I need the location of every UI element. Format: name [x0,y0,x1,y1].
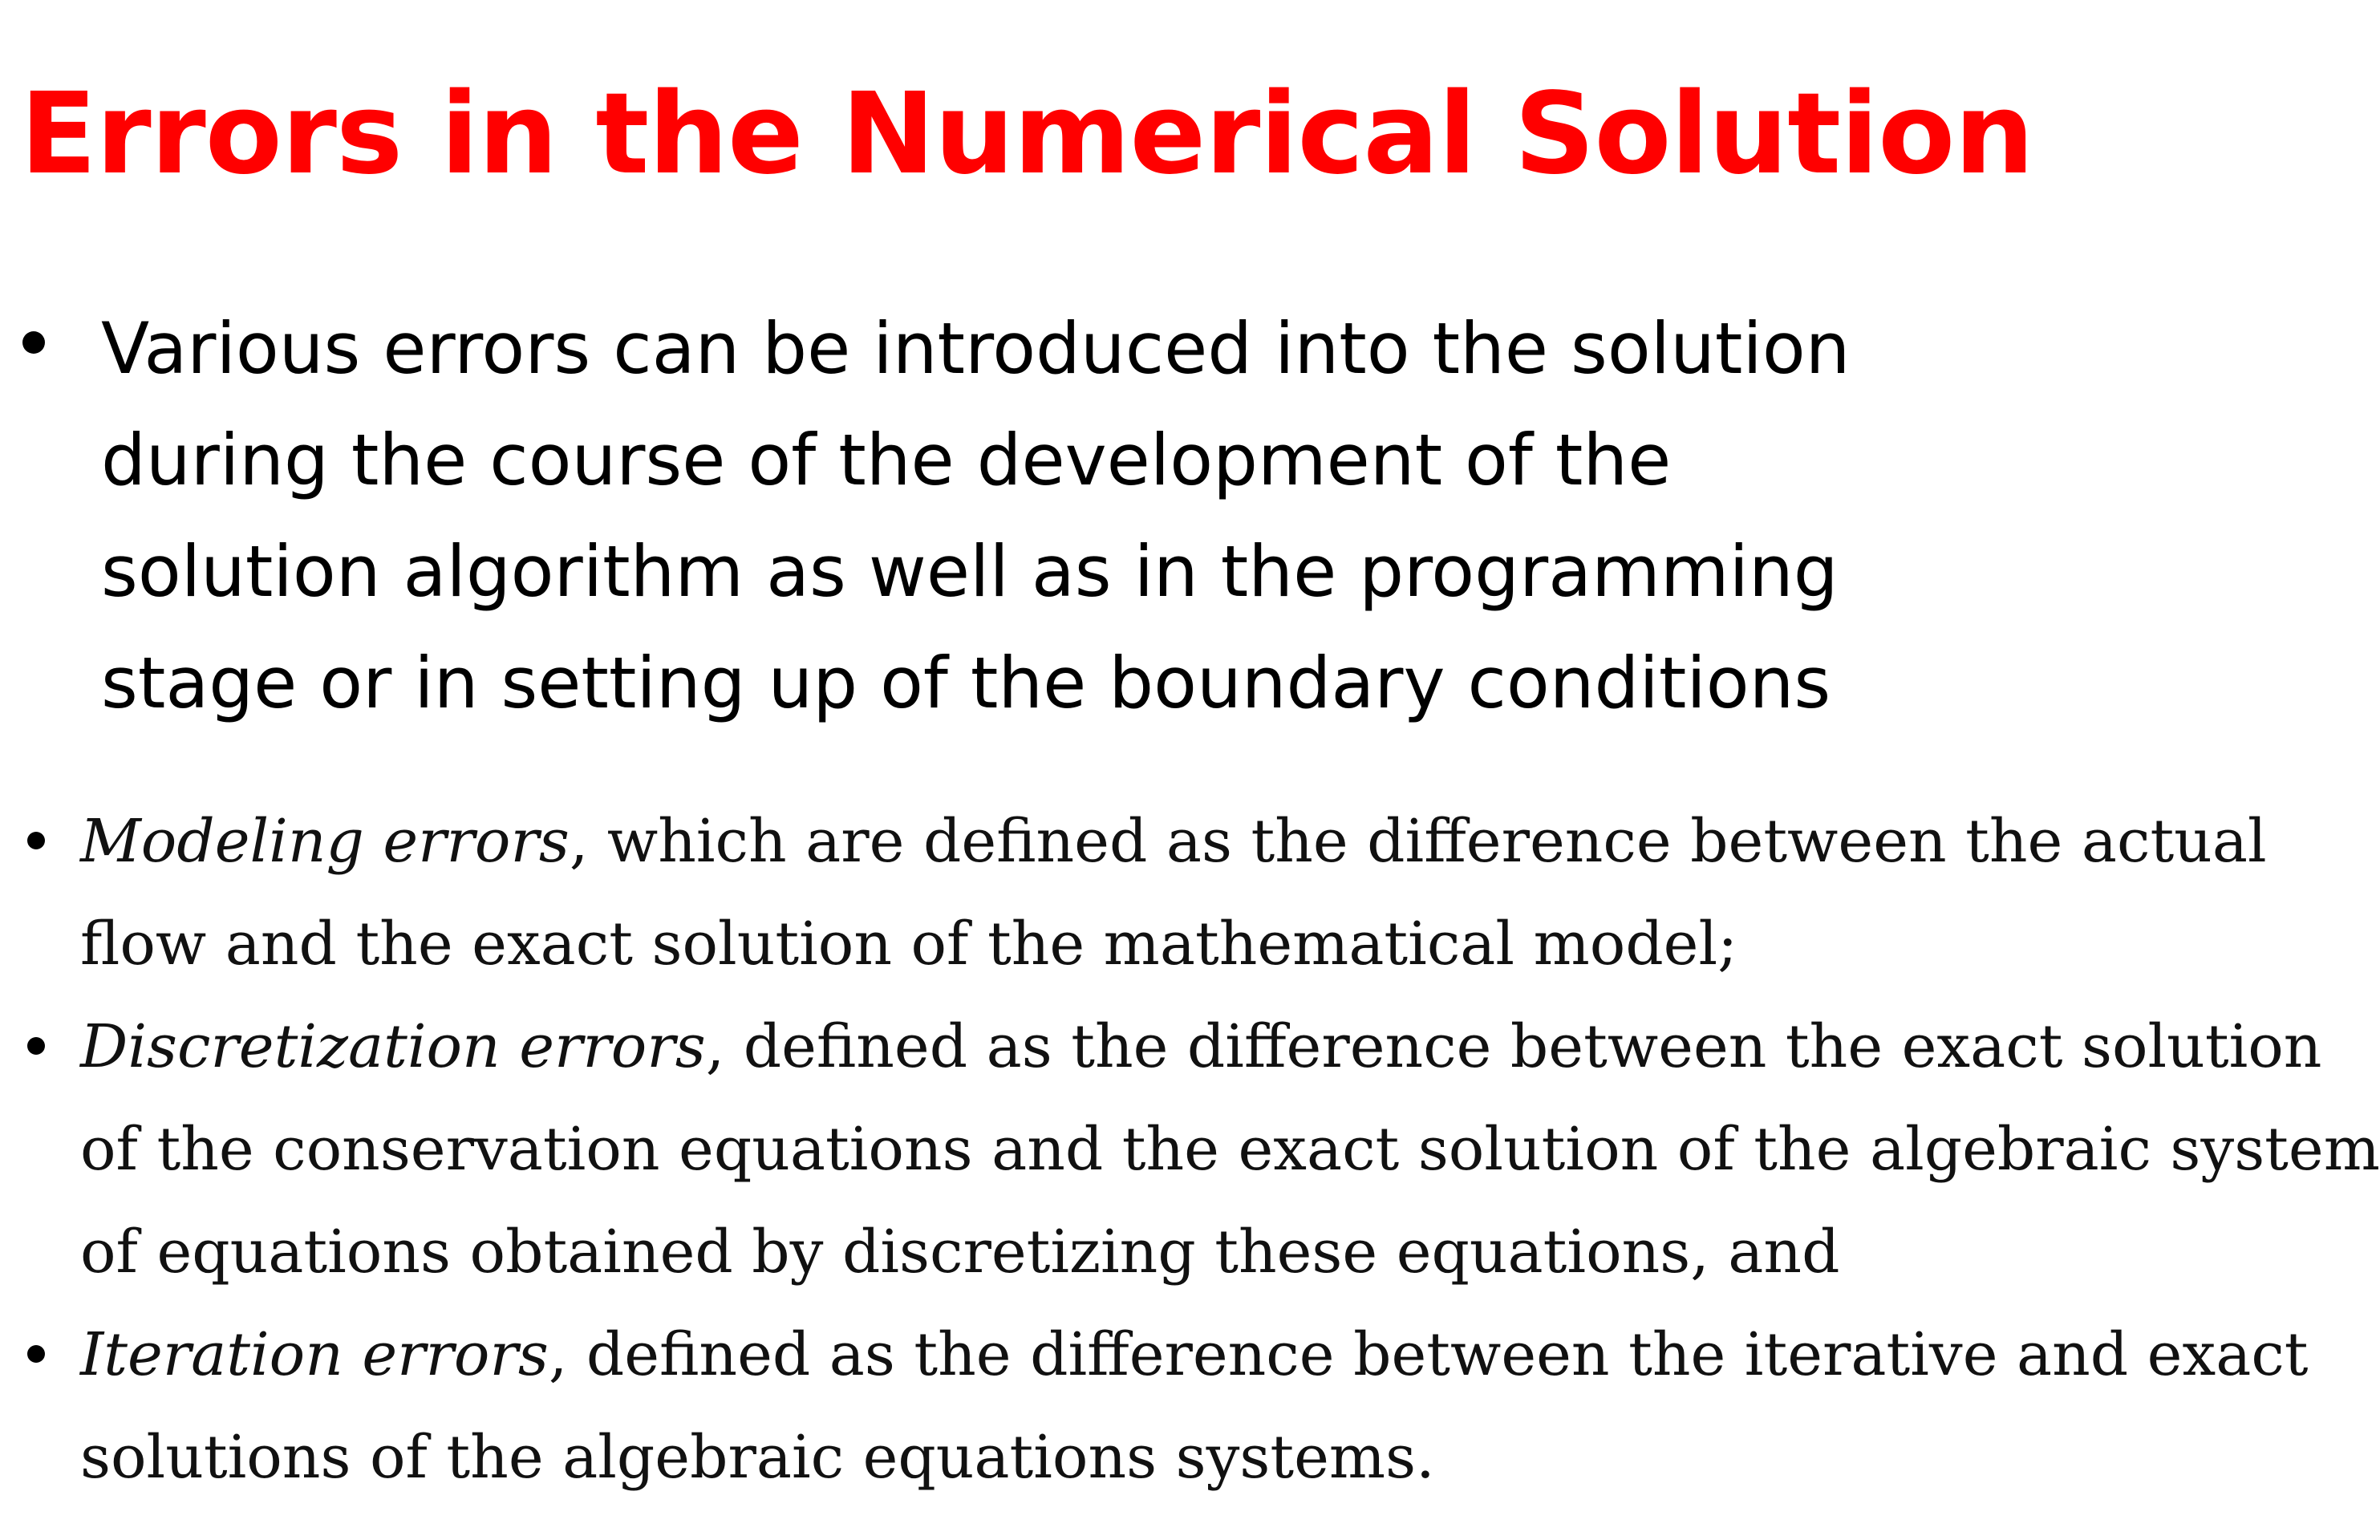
error-type-line: of the conservation equations and the exact solution of the algebraic system [80,1115,2380,1184]
error-type-first-line [80,790,2267,893]
error-type-item [22,790,2267,995]
main-bullet-line: Various errors can be introduced into the solution [101,307,1851,390]
error-type-line: of equations obtained by discretizing these equations, and [80,1218,1840,1287]
bullet-icon [27,832,45,849]
main-bullet-line: stage or in setting up of the boundary conditions [101,642,1831,724]
error-type-line: solutions of the algebraic equations systems. [80,1423,1435,1492]
slide-title: Errors in the Numerical Solution [19,69,2033,200]
error-type-item [22,1303,2309,1509]
error-type-first-line [80,995,2322,1098]
bullet-icon [22,331,45,354]
bullet-icon [27,1345,45,1363]
main-bullet-line: solution algorithm as well as in the programming [101,530,1839,613]
error-type-definition: , defined as the difference between the iterative and exact [548,1320,2309,1389]
error-type-term: Modeling errors [80,807,570,876]
main-bullet-text [101,293,2026,739]
bullet-icon [27,1037,45,1055]
error-type-first-line [80,1303,2309,1406]
error-type-definition: , which are defined as the difference between the actual [569,807,2267,876]
error-type-definition: , defined as the difference between the exact solution [705,1012,2322,1081]
error-type-term: Iteration errors [80,1320,549,1389]
error-types-list [22,790,2380,1509]
main-bullet-line: during the course of the development of the [101,419,1672,501]
error-type-line: flow and the exact solution of the mathematical model; [80,910,1738,979]
error-type-term: Discretization errors [80,1012,706,1081]
error-type-item [22,995,2380,1303]
